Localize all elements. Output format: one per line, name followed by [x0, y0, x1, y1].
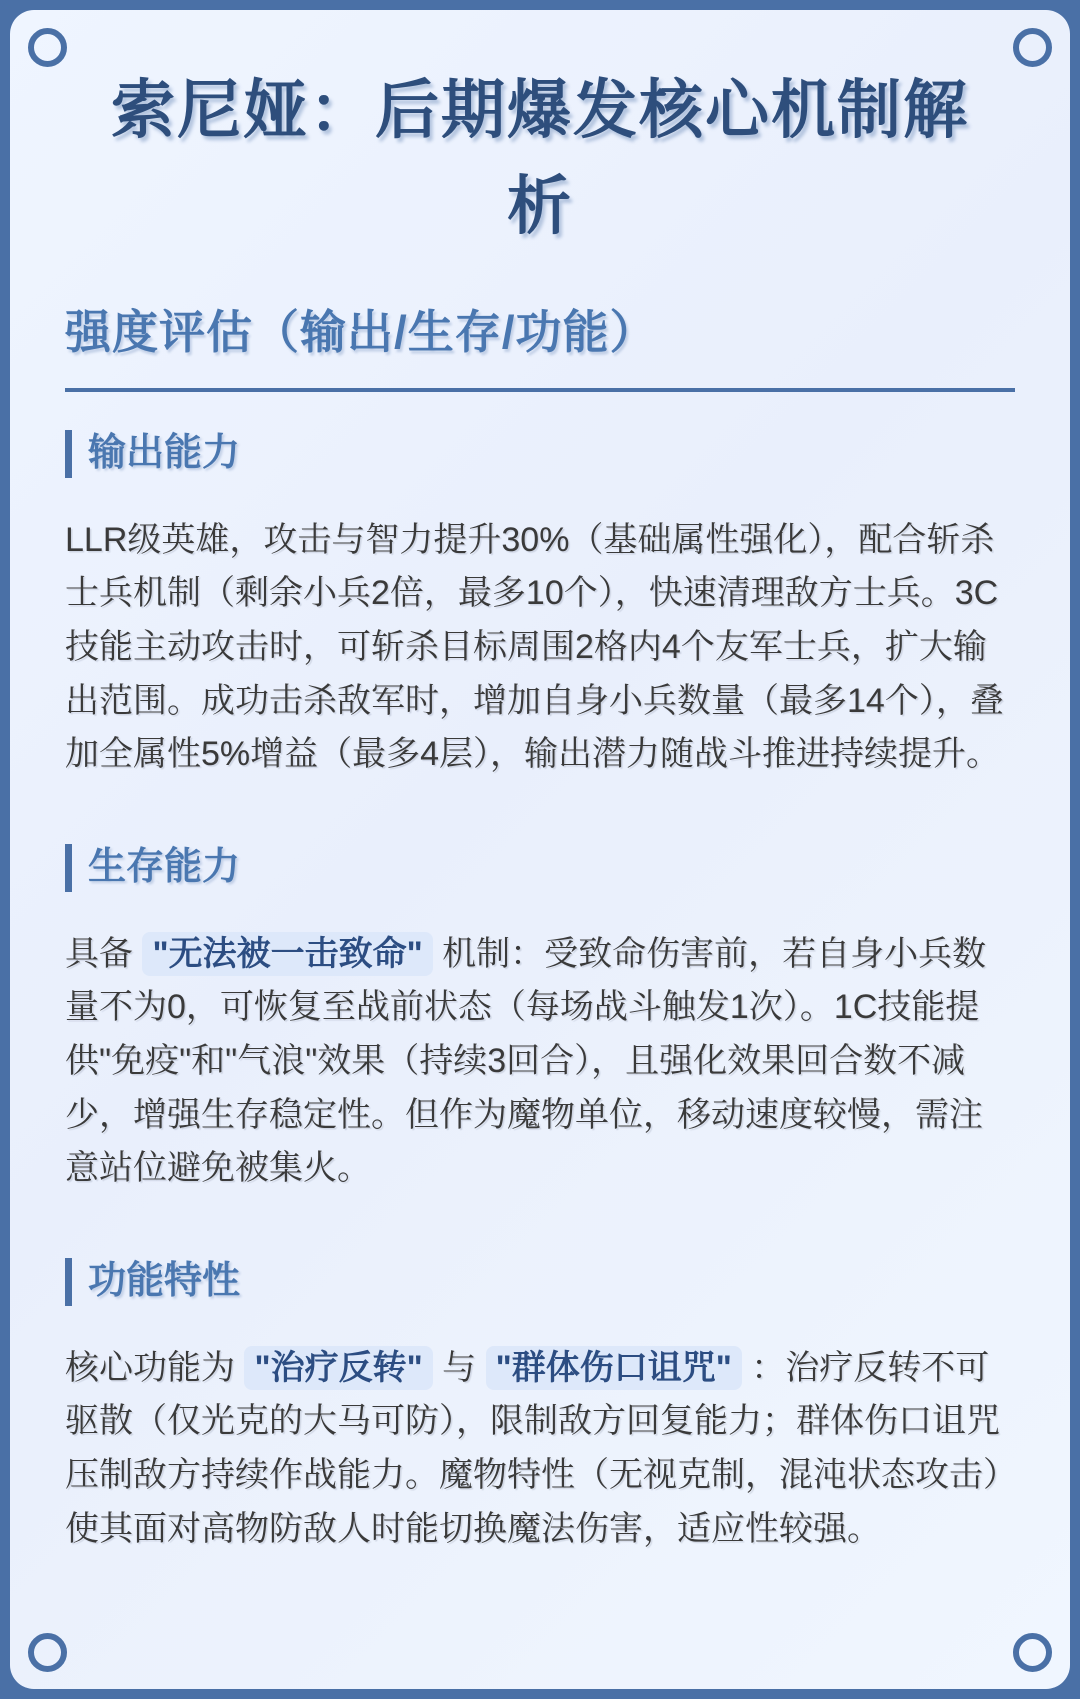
section-header: 强度评估（输出/生存/功能） [65, 296, 1015, 392]
subsection-heading: 功能特性 [65, 1258, 1015, 1306]
text-segment: 具备 [65, 934, 143, 973]
highlight-term: "无法被一击致命" [142, 932, 432, 976]
subsection [65, 430, 1015, 782]
corner-hole-top-left-icon [28, 28, 67, 67]
corner-hole-top-right-icon [1013, 28, 1052, 67]
card-content [10, 62, 1070, 1557]
subsection-paragraph [65, 514, 1015, 783]
highlight-term: "群体伤口诅咒" [486, 1346, 742, 1390]
page-title: 索尼娅：后期爆发核心机制解析 [111, 74, 969, 242]
subsection-paragraph [65, 928, 1015, 1197]
subsection-heading: 生存能力 [65, 844, 1015, 892]
subsection-paragraph [65, 1342, 1015, 1557]
text-segment: ：治疗反转不可驱散（仅光克的大马可防），限制敌方回复能力；群体伤口诅咒压制敌方持续作战能力。魔物特性（无视克制，混沌状态攻击）使其面对高物防敌人时能切换魔法伤害，适应性较强。 [65, 1348, 1000, 1548]
corner-hole-bottom-left-icon [28, 1633, 67, 1672]
subsection [65, 1258, 1015, 1556]
highlight-term: "治疗反转" [244, 1346, 432, 1390]
sections-container [65, 430, 1015, 1557]
info-card [10, 10, 1070, 1689]
corner-hole-bottom-right-icon [1013, 1633, 1052, 1672]
subsection-heading: 输出能力 [65, 430, 1015, 478]
text-segment: 与 [432, 1348, 486, 1387]
text-segment: LLR级英雄，攻击与智力提升30%（基础属性强化），配合斩杀士兵机制（剩余小兵2倍，最多10个），快速清理敌方士兵。3C技能主动攻击时，可斩杀目标周围2格内4个友军士兵，扩大输出范围。成功击杀敌军时，增加自身小兵数量（最多14个），叠加全属性5%增益（最多4层），输出潜力随战斗推进持续提升。 [65, 520, 1004, 774]
text-segment: 核心功能为 [65, 1348, 245, 1387]
subsection [65, 844, 1015, 1196]
text-segment: 机制：受致命伤害前，若自身小兵数量不为0，可恢复至战前状态（每场战斗触发1次）。1C技能提供"免疫"和"气浪"效果（持续3回合），且强化效果回合数不减少，增强生存稳定性。但作为魔物单位，移动速度较慢，需注意站位避免被集火。 [65, 934, 987, 1188]
